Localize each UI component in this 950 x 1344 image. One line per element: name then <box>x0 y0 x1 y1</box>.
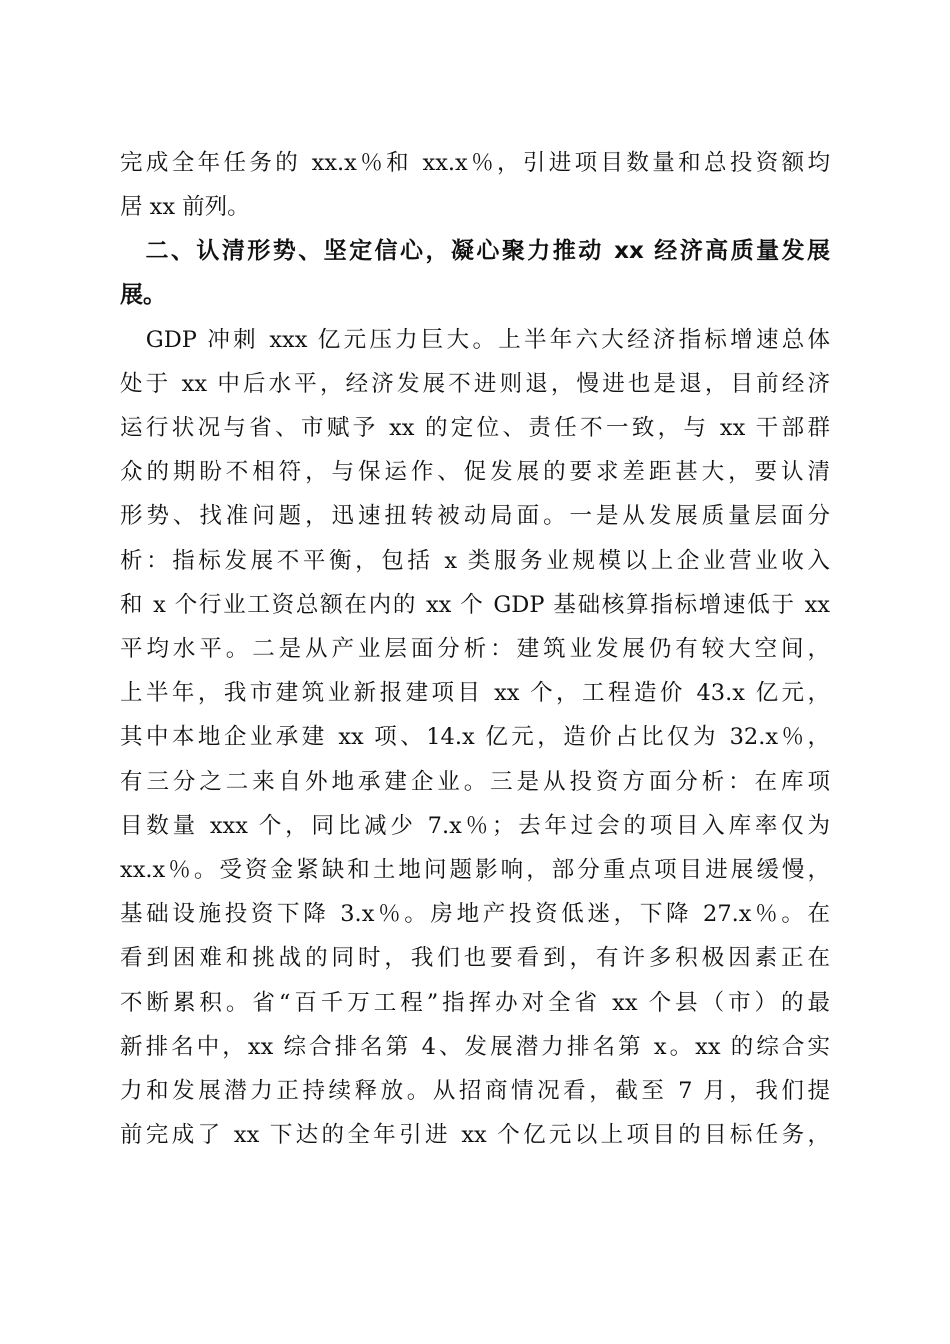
body-line-9: 上半年，我市建筑业新报建项目 xx 个，工程造价 43.x 亿元， <box>120 680 830 706</box>
body-line-11: 有三分之二来自外地承建企业。三是从投资方面分析：在库项 <box>120 769 830 795</box>
body-line-2: 处于 xx 中后水平，经济发展不进则退，慢进也是退，目前经济 <box>120 371 830 397</box>
intro-line-2: 居 xx 前列。 <box>120 194 250 220</box>
body-line-3: 运行状况与省、市赋予 xx 的定位、责任不一致，与 xx 干部群 <box>120 415 830 441</box>
body-line-6: 析：指标发展不平衡，包括 x 类服务业规模以上企业营业收入 <box>120 548 830 574</box>
body-line-15: 看到困难和挑战的同时，我们也要看到，有许多积极因素正在 <box>120 945 830 971</box>
body-line-1: GDP 冲刺 xxx 亿元压力巨大。上半年六大经济指标增速总体 <box>120 327 830 353</box>
body-line-18: 力和发展潜力正持续释放。从招商情况看，截至 7 月，我们提 <box>120 1078 830 1104</box>
intro-line-1: 完成全年任务的 xx.x％和 xx.x％，引进项目数量和总投资额均 <box>120 150 830 176</box>
body-line-4: 众的期盼不相符，与保运作、促发展的要求差距甚大，要认清 <box>120 459 830 485</box>
body-line-8: 平均水平。二是从产业层面分析：建筑业发展仍有较大空间， <box>120 636 830 662</box>
body-line-10: 其中本地企业承建 xx 项、14.x 亿元，造价占比仅为 32.x％， <box>120 724 830 750</box>
body-line-19: 前完成了 xx 下达的全年引进 xx 个亿元以上项目的目标任务， <box>120 1122 830 1148</box>
section-heading-line-2: 展。 <box>120 282 166 308</box>
body-line-7: 和 x 个行业工资总额在内的 xx 个 GDP 基础核算指标增速低于 xx <box>120 592 830 618</box>
body-line-17: 新排名中，xx 综合排名第 4、发展潜力排名第 x。xx 的综合实 <box>120 1034 830 1060</box>
body-line-5: 形势、找准问题，迅速扭转被动局面。一是从发展质量层面分 <box>120 503 830 529</box>
body-line-16: 不断累积。省“百千万工程”指挥办对全省 xx 个县（市）的最 <box>120 990 830 1016</box>
body-line-13: xx.x％。受资金紧缺和土地问题影响，部分重点项目进展缓慢， <box>120 857 830 883</box>
body-line-12: 目数量 xxx 个，同比减少 7.x％；去年过会的项目入库率仅为 <box>120 813 830 839</box>
body-line-14: 基础设施投资下降 3.x％。房地产投资低迷，下降 27.x％。在 <box>120 901 830 927</box>
section-heading-line-1: 二、认清形势、坚定信心，凝心聚力推动 xx 经济高质量发展 <box>120 238 830 264</box>
